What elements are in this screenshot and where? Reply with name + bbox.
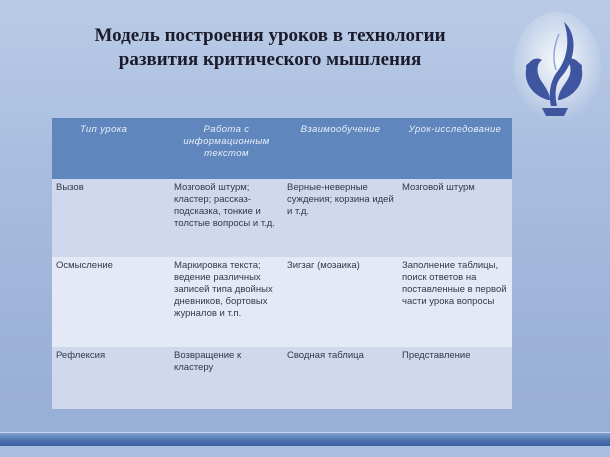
slide-title-line-1: Модель построения уроков в технологии	[94, 25, 446, 46]
lesson-model-table	[52, 118, 512, 409]
table-cell: Представление	[398, 347, 512, 409]
table-header-row	[52, 118, 512, 179]
table-cell: Маркировка текста; ведение различных записей типа двойных дневников, бортовых журналов и т.п.	[170, 257, 283, 347]
table-cell: Зигзаг (мозаика)	[283, 257, 398, 347]
header-text-work: Работа с информационным текстом	[170, 118, 283, 179]
footer-bar	[0, 432, 610, 447]
table-row	[52, 257, 512, 347]
slide-title-line-2: развития критического мышления	[118, 49, 422, 70]
table-row	[52, 179, 512, 257]
table-cell: Мозговой штурм; кластер; рассказ-подсказка, тонкие и толстые вопросы и т.д.	[170, 179, 283, 257]
footer-strip	[0, 446, 610, 457]
table-cell: Вызов	[52, 179, 170, 257]
table-row	[52, 347, 512, 409]
slide-title	[60, 24, 480, 72]
table-cell: Сводная таблица	[283, 347, 398, 409]
table-cell: Возвращение к кластеру	[170, 347, 283, 409]
table-cell: Верные-неверные суждения; корзина идей и т.д.	[283, 179, 398, 257]
header-lesson-type: Тип урока	[52, 118, 170, 179]
table-cell: Осмысление	[52, 257, 170, 347]
header-research-lesson: Урок-исследование	[398, 118, 512, 179]
table-cell: Заполнение таблицы, поиск ответов на поставленные в первой части урока вопросы	[398, 257, 512, 347]
header-mutual-learning: Взаимообучение	[283, 118, 398, 179]
quill-fleur-icon	[512, 12, 602, 127]
table-cell: Рефлексия	[52, 347, 170, 409]
table-cell: Мозговой штурм	[398, 179, 512, 257]
